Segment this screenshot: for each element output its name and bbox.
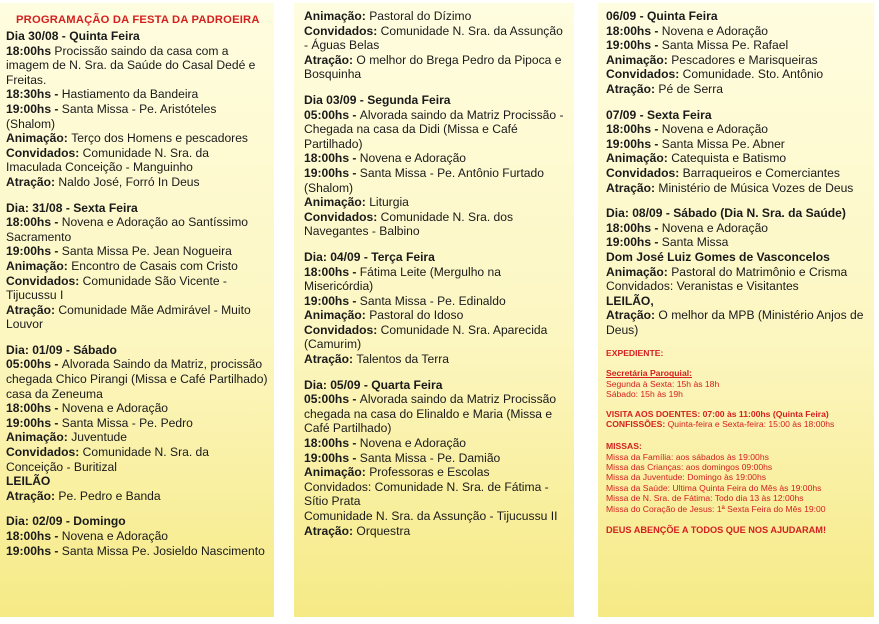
- schedule-text: Novena e Adoração: [61, 529, 169, 543]
- schedule-line: [606, 24, 868, 39]
- schedule-line: [606, 67, 868, 82]
- schedule-line: [304, 465, 568, 480]
- day-heading: Dia: 05/09 - Quarta Feira: [304, 377, 443, 392]
- schedule-line: [304, 24, 568, 53]
- schedule-label: Animação:: [6, 430, 72, 445]
- day-block: [304, 250, 568, 367]
- schedule-label: 19:00hs -: [606, 38, 662, 53]
- day-heading: Dia: 02/09 - Domingo: [6, 514, 126, 529]
- schedule-label: Atração:: [606, 308, 659, 323]
- schedule-label: Convidados:: [606, 165, 683, 180]
- schedule-label: Animação:: [6, 131, 72, 146]
- day-heading: 06/09 - Quinta Feira: [606, 9, 718, 23]
- day-heading: Dia 03/09 - Segunda Feira: [304, 92, 451, 107]
- schedule-line: [6, 416, 268, 431]
- schedule-text: Barraqueiros e Comerciantes: [682, 165, 840, 180]
- secretaria-line: Segunda à Sexta: 15h às 18h: [606, 378, 720, 389]
- schedule-line: [304, 210, 568, 239]
- schedule-line: [6, 445, 268, 474]
- schedule-label: 05:00hs -: [304, 392, 360, 407]
- schedule-line: [304, 166, 568, 195]
- day-heading: Dia: 08/09 - Sábado (Dia N. Sra. da Saúde): [606, 206, 846, 221]
- schedule-label: Animação:: [6, 258, 72, 273]
- schedule-label: 19:00hs -: [6, 543, 62, 558]
- schedule-text: Pe. Pedro e Banda: [58, 488, 161, 503]
- schedule-text: Santa Missa - Pe. Edinaldo: [359, 293, 506, 308]
- schedule-line: [6, 259, 268, 274]
- missa-line: Missa da Saúde: Ultima Quinta Feira do Mês às 19:00hs: [606, 482, 822, 493]
- schedule-label: Convidados:: [304, 209, 381, 224]
- schedule-label: Convidados:: [304, 23, 381, 38]
- schedule-line: [6, 87, 268, 102]
- day-heading: 07/09 - Sexta Feira: [606, 107, 712, 122]
- schedule-label: 18:00hs -: [304, 264, 360, 279]
- schedule-label: Atração:: [6, 174, 59, 189]
- schedule-text: Novena e Adoração: [359, 151, 467, 166]
- schedule-line: [304, 151, 568, 166]
- schedule-text: Comunidade Mãe Admirável - Muito Louvor: [6, 302, 251, 332]
- schedule-text: Santa Missa Pe. Rafael: [661, 38, 789, 53]
- parish-info: [606, 348, 868, 535]
- schedule-text: Santa Missa - Pe. Damião: [359, 450, 501, 465]
- schedule-line: [606, 308, 868, 337]
- schedule-label: Convidados:: [6, 145, 83, 160]
- schedule-label: 19:00hs -: [6, 244, 62, 259]
- schedule-text: Novena e Adoração ao Santíssimo Sacramento: [6, 215, 249, 244]
- schedule-text: Orquestra: [356, 523, 411, 538]
- schedule-line: [606, 53, 868, 68]
- schedule-line: [304, 323, 568, 352]
- schedule-text: Pé de Serra: [658, 81, 723, 96]
- schedule-text: Comunidade São Vicente - Tijucussu I: [6, 273, 227, 303]
- schedule-line: [606, 166, 868, 181]
- schedule-line: [6, 146, 268, 175]
- schedule-line: [304, 265, 568, 294]
- schedule-text: Juventude: [71, 430, 127, 445]
- schedule-line: [304, 294, 568, 309]
- day-block: [304, 9, 568, 82]
- schedule-label: 18:00hs -: [606, 122, 662, 137]
- schedule-text: Santa Missa Pe. Jean Nogueira: [61, 244, 232, 259]
- schedule-label: Convidados:: [6, 445, 83, 460]
- schedule-label: 18:00hs -: [6, 215, 62, 230]
- schedule-label: Convidados:: [6, 273, 83, 288]
- schedule-line: [304, 352, 568, 367]
- schedule-label: 19:00hs -: [304, 450, 360, 465]
- day-block: [606, 108, 868, 196]
- schedule-line: [606, 265, 868, 280]
- schedule-line: [304, 524, 568, 539]
- schedule-text: Procissão saindo da casa com a imagem de N. Sra. da Saúde do Casal Dedé e Freitas.: [6, 43, 256, 87]
- schedule-label: 19:00hs -: [6, 415, 62, 430]
- schedule-label: Dom José Luiz Gomes de Vasconcelos: [606, 249, 830, 264]
- schedule-line: [6, 544, 268, 559]
- missa-line: Missa da Família: aos sábados às 19:00hs: [606, 451, 769, 462]
- schedule-column-1: [0, 3, 274, 617]
- schedule-line: [606, 279, 868, 294]
- schedule-label: Convidados:: [304, 322, 381, 337]
- schedule-line: [606, 82, 868, 97]
- schedule-line: [6, 430, 268, 445]
- schedule-text: Novena e Adoração: [359, 436, 467, 451]
- schedule-line: [6, 274, 268, 303]
- schedule-text: Santa Missa Pe. Josieldo Nascimento: [61, 543, 265, 558]
- schedule-label: 18:00hs -: [304, 151, 360, 166]
- schedule-text: Catequista e Batismo: [671, 151, 787, 166]
- schedule-label: Convidados:: [606, 67, 683, 82]
- schedule-label: 19:00hs -: [606, 235, 662, 250]
- schedule-text: Novena e Adoração: [661, 23, 769, 38]
- schedule-text: Convidados: Veranistas e Visitantes: [606, 279, 799, 294]
- schedule-text: Santa Missa Pe. Abner: [661, 136, 785, 151]
- schedule-text: O melhor do Brega Pedro da Pipoca e Bosquinha: [304, 52, 562, 82]
- schedule-label: Animação:: [606, 52, 672, 67]
- closing-message: DEUS ABENÇÕE A TODOS QUE NOS AJUDARAM!: [606, 524, 827, 535]
- schedule-label: 18:30hs -: [6, 87, 62, 102]
- schedule-text: Fátima Leite (Mergulho na Misericórdia): [304, 264, 501, 294]
- schedule-label: Animação:: [304, 9, 370, 23]
- day-heading: Dia: 04/09 - Terça Feira: [304, 249, 435, 264]
- day-heading: Dia 30/08 - Quinta Feira: [6, 29, 140, 43]
- schedule-label: 18:00hs -: [606, 23, 662, 38]
- schedule-line: [606, 151, 868, 166]
- schedule-line: [6, 175, 268, 190]
- day-block: [606, 206, 868, 337]
- day-block: [6, 29, 268, 190]
- day-block: [304, 378, 568, 539]
- schedule-label: Atração:: [304, 52, 357, 67]
- schedule-label: Atração:: [606, 180, 659, 195]
- day-block: [606, 9, 868, 97]
- schedule-text: Pastoral do Dízimo: [369, 9, 472, 23]
- schedule-text: O melhor da MPB (Ministério Anjos de Deus): [606, 308, 864, 337]
- day-block: [304, 93, 568, 239]
- schedule-text: Novena e Adoração: [661, 220, 769, 235]
- schedule-line: [606, 181, 868, 196]
- schedule-text: Santa Missa: [661, 235, 729, 250]
- schedule-text: Pastoral do Idoso: [369, 308, 464, 323]
- secretaria-line: Sábado: 15h às 19h: [606, 389, 683, 400]
- schedule-label: Animação:: [606, 264, 672, 279]
- missa-line: Missa de N. Sra. de Fátima: Todo dia 13 às 12:00hs: [606, 493, 804, 504]
- schedule-label: 18:00hs -: [6, 401, 62, 416]
- schedule-label: Atração:: [304, 523, 357, 538]
- schedule-label: 18:00hs -: [6, 529, 62, 543]
- schedule-text: Comunidade N. Sra. da Assunção - Tijucussu II: [304, 509, 558, 523]
- schedule-text: Santa Missa - Pe. Pedro: [61, 415, 193, 430]
- schedule-label: 19:00hs -: [606, 136, 662, 151]
- missa-line: Missa da Juventude: Domingo às 19:00hs: [606, 472, 767, 483]
- schedule-text: Encontro de Casais com Cristo: [71, 258, 238, 273]
- schedule-text: Alvorada Saindo da Matriz, procissão chegada Chico Pirangi (Missa e Café Partilhado) casa da Zeneuma: [6, 357, 268, 401]
- schedule-line: [6, 44, 268, 88]
- schedule-line: [6, 244, 268, 259]
- schedule-line: [6, 215, 268, 244]
- schedule-line: [304, 392, 568, 436]
- schedule-line: [606, 250, 868, 265]
- schedule-text: Comunidade N. Sra. Aparecida (Camurim): [304, 322, 548, 352]
- schedule-line: [6, 303, 268, 332]
- schedule-text: Novena e Adoração: [61, 401, 169, 416]
- schedule-line: [6, 357, 268, 401]
- schedule-line: [6, 131, 268, 146]
- schedule-line: [304, 9, 568, 24]
- schedule-text: Professoras e Escolas: [369, 465, 490, 480]
- schedule-label: 05:00hs -: [6, 357, 62, 372]
- schedule-text: Santa Missa - Pe. Aristóteles (Shalom): [6, 101, 217, 131]
- schedule-text: Liturgia: [369, 195, 409, 210]
- schedule-column-3: [598, 3, 874, 617]
- day-heading: Dia: 01/09 - Sábado: [6, 342, 117, 357]
- schedule-text: Talentos da Terra: [356, 352, 449, 367]
- schedule-label: Animação:: [606, 151, 672, 166]
- schedule-label: 18:00hs -: [304, 436, 360, 451]
- schedule-text: Pastoral do Matrimônio e Crisma: [671, 264, 848, 279]
- schedule-line: [606, 137, 868, 152]
- schedule-label: Animação:: [304, 465, 370, 480]
- schedule-text: Naldo José, Forró In Deus: [58, 174, 200, 189]
- schedule-line: [606, 122, 868, 137]
- schedule-text: Comunidade N. Sra. da Conceição - Buritizal: [6, 445, 209, 474]
- schedule-text: Ministério de Música Vozes de Deus: [658, 180, 854, 195]
- schedule-line: [304, 195, 568, 210]
- schedule-line: [6, 489, 268, 504]
- schedule-text: Comunidade N. Sra. da Assunção - Águas Belas: [304, 23, 563, 53]
- schedule-label: Atração:: [6, 302, 59, 317]
- schedule-label: Animação:: [304, 195, 370, 210]
- visita-doentes: VISITA AOS DOENTES: 07:00 às 11:00hs (Quinta Feira): [606, 408, 829, 419]
- schedule-label: LEILÃO: [6, 474, 51, 489]
- schedule-line: [304, 480, 568, 509]
- schedule-text: Comunidade N. Sra. da Imaculada Conceição - Manguinho: [6, 145, 209, 175]
- schedule-line: [304, 451, 568, 466]
- schedule-line: [606, 38, 868, 53]
- schedule-text: Comunidade N. Sra. dos Navegantes - Balbino: [304, 209, 514, 239]
- schedule-label: 19:00hs -: [304, 293, 360, 308]
- schedule-label: 19:00hs -: [304, 165, 360, 180]
- confissoes: CONFISSÕES: Quinta-feira e Sexta-feira: 15:00 às 18:00hs: [606, 419, 835, 430]
- schedule-label: Atração:: [606, 81, 659, 96]
- schedule-text: Convidados: Comunidade N. Sra. de Fátima - Sítio Prata: [304, 479, 549, 509]
- missa-line: Missa do Coração de Jesus: 1ª Sexta Feira do Mês 19:00: [606, 503, 826, 514]
- schedule-label: LEILÃO,: [606, 293, 654, 308]
- schedule-line: [606, 294, 868, 309]
- day-block: [6, 201, 268, 332]
- schedule-label: 18:00hs -: [606, 220, 662, 235]
- schedule-text: Alvorada saindo da Matriz Procissão chegada na casa do Elinaldo e Maria (Missa e Café Partilhado): [304, 392, 557, 436]
- day-block: [6, 343, 268, 504]
- schedule-line: [304, 509, 568, 524]
- missas-title: MISSAS:: [606, 440, 642, 451]
- schedule-line: [6, 529, 268, 544]
- expediente-title: EXPEDIENTE:: [606, 348, 664, 359]
- day-block: [6, 514, 268, 558]
- schedule-line: [6, 474, 268, 489]
- schedule-text: Comunidade. Sto. Antônio: [682, 67, 824, 82]
- schedule-text: Novena e Adoração: [661, 122, 769, 137]
- schedule-label: Animação:: [304, 308, 370, 323]
- schedule-text: Pescadores e Marisqueiras: [671, 52, 818, 67]
- schedule-label: 19:00hs -: [6, 101, 62, 116]
- schedule-text: Terço dos Homens e pescadores: [71, 131, 248, 146]
- schedule-line: [6, 401, 268, 416]
- schedule-column-2: [294, 3, 574, 617]
- schedule-label: Atração:: [304, 352, 357, 367]
- schedule-text: Santa Missa - Pe. Antônio Furtado (Shalom): [304, 165, 544, 195]
- secretaria-title: Secretária Paroquial:: [606, 368, 692, 379]
- missa-line: Missa das Crianças: aos domingos 09:00hs: [606, 461, 773, 472]
- schedule-line: [304, 308, 568, 323]
- schedule-line: [6, 102, 268, 131]
- schedule-text: Alvorada saindo da Matriz Procissão - Chegada na casa da Didi (Missa e Café Partilhado): [304, 107, 564, 151]
- schedule-line: [606, 221, 868, 236]
- schedule-label: 18:00hs: [6, 43, 52, 58]
- schedule-line: [304, 53, 568, 82]
- schedule-line: [304, 108, 568, 152]
- schedule-label: 05:00hs -: [304, 107, 360, 122]
- page-title: PROGRAMAÇÃO DA FESTA DA PADROEIRA: [16, 14, 260, 26]
- schedule-text: Hastiamento da Bandeira: [61, 87, 199, 102]
- day-heading: Dia: 31/08 - Sexta Feira: [6, 200, 138, 215]
- schedule-line: [304, 436, 568, 451]
- schedule-line: [606, 235, 868, 250]
- schedule-label: Atração:: [6, 488, 59, 503]
